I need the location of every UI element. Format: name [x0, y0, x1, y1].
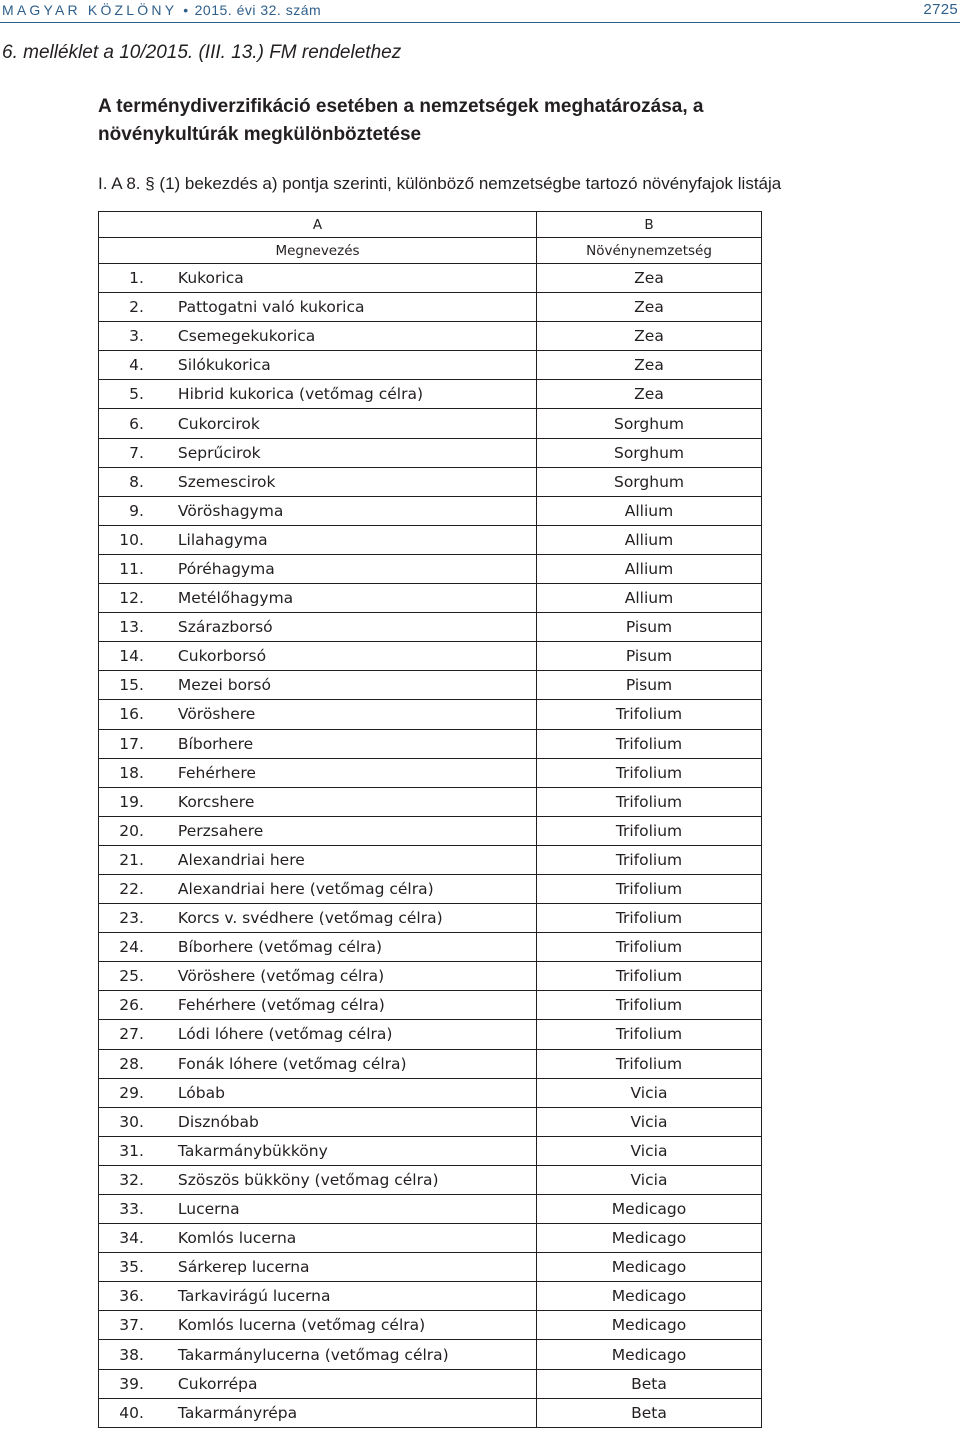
table-row — [99, 1398, 762, 1427]
crop-name: Takarmánybükköny — [177, 1141, 328, 1160]
crop-name-cell — [144, 700, 537, 729]
table-row — [99, 904, 762, 933]
row-number: 17. — [119, 734, 144, 753]
crop-name-cell — [144, 671, 537, 700]
table-row — [99, 293, 762, 322]
crop-name-cell — [144, 1195, 537, 1224]
crop-name: Csemegekukorica — [177, 327, 316, 346]
row-number-cell — [99, 613, 144, 642]
row-number: 38. — [119, 1345, 144, 1364]
issue-label: 2015. évi 32. szám — [194, 2, 322, 18]
row-number-cell — [99, 293, 144, 322]
table-row — [99, 1020, 762, 1049]
row-number-cell — [99, 409, 144, 438]
row-number-cell — [99, 525, 144, 554]
row-number-cell — [99, 351, 144, 380]
journal-name: MAGYAR KÖZLÖNY — [2, 2, 178, 18]
crop-name: Komlós lucerna (vetőmag célra) — [177, 1316, 426, 1335]
row-number: 19. — [119, 792, 144, 811]
genus-cell: Zea — [537, 322, 762, 351]
table-row — [99, 1165, 762, 1194]
row-number-cell — [99, 380, 144, 409]
row-number: 12. — [119, 589, 144, 608]
genus-cell: Trifolium — [537, 758, 762, 787]
row-number-cell — [99, 991, 144, 1020]
crop-name: Vöröshagyma — [177, 501, 284, 520]
crop-name-cell — [144, 1253, 537, 1282]
genus-cell: Medicago — [537, 1340, 762, 1369]
genus-cell: Zea — [537, 293, 762, 322]
table-row — [99, 758, 762, 787]
crop-name-cell — [144, 613, 537, 642]
table-row — [99, 933, 762, 962]
row-number: 20. — [119, 821, 144, 840]
row-number: 39. — [119, 1374, 144, 1393]
crop-name-cell — [144, 816, 537, 845]
crop-genus-table — [98, 211, 762, 1428]
genus-cell: Zea — [537, 351, 762, 380]
row-number: 2. — [129, 298, 144, 317]
row-number: 35. — [119, 1258, 144, 1277]
row-number: 15. — [119, 676, 144, 695]
table-row — [99, 874, 762, 903]
table-row — [99, 1369, 762, 1398]
row-number: 13. — [119, 618, 144, 637]
column-letter-b: B — [537, 212, 762, 238]
row-number: 22. — [119, 880, 144, 899]
crop-name-cell — [144, 904, 537, 933]
crop-name-cell — [144, 351, 537, 380]
crop-name-cell — [144, 758, 537, 787]
row-number: 36. — [119, 1287, 144, 1306]
crop-name: Metélőhagyma — [177, 589, 294, 608]
crop-name: Szárazborsó — [177, 618, 273, 637]
row-number: 26. — [119, 996, 144, 1015]
running-header — [0, 0, 960, 23]
table-row — [99, 264, 762, 293]
crop-name: Takarmányrépa — [177, 1403, 298, 1422]
genus-cell: Medicago — [537, 1253, 762, 1282]
crop-name: Kukorica — [177, 269, 244, 288]
crop-name-cell — [144, 584, 537, 613]
crop-name: Perzsahere — [177, 821, 264, 840]
crop-name: Lilahagyma — [177, 530, 268, 549]
table-row — [99, 729, 762, 758]
column-header-row — [99, 238, 762, 264]
table-row — [99, 1049, 762, 1078]
row-number-cell — [99, 671, 144, 700]
crop-name: Bíborhere — [177, 734, 254, 753]
table-row — [99, 1078, 762, 1107]
genus-cell: Medicago — [537, 1282, 762, 1311]
header-left — [2, 2, 321, 18]
genus-cell: Trifolium — [537, 874, 762, 903]
row-number-cell — [99, 816, 144, 845]
row-number-cell — [99, 874, 144, 903]
page-number: 2725 — [923, 1, 958, 18]
row-number: 30. — [119, 1112, 144, 1131]
genus-cell: Vicia — [537, 1136, 762, 1165]
row-number: 23. — [119, 909, 144, 928]
table-row — [99, 1195, 762, 1224]
genus-cell: Trifolium — [537, 962, 762, 991]
row-number: 3. — [129, 327, 144, 346]
row-number-cell — [99, 845, 144, 874]
row-number-cell — [99, 729, 144, 758]
crop-name-cell — [144, 787, 537, 816]
row-number-cell — [99, 1078, 144, 1107]
row-number: 37. — [119, 1316, 144, 1335]
crop-name: Fehérhere (vetőmag célra) — [177, 996, 385, 1015]
table-row — [99, 1136, 762, 1165]
crop-name-cell — [144, 1107, 537, 1136]
row-number: 14. — [119, 647, 144, 666]
row-number: 21. — [119, 850, 144, 869]
crop-name-cell — [144, 1078, 537, 1107]
crop-table-body — [99, 212, 762, 1428]
crop-name-cell — [144, 1398, 537, 1427]
crop-name: Alexandriai here (vetőmag célra) — [177, 880, 434, 899]
genus-cell: Sorghum — [537, 438, 762, 467]
genus-cell: Sorghum — [537, 409, 762, 438]
column-header-name: Megnevezés — [99, 238, 537, 264]
row-number: 9. — [129, 501, 144, 520]
row-number: 29. — [119, 1083, 144, 1102]
row-number-cell — [99, 438, 144, 467]
header-bullet: • — [183, 2, 189, 18]
crop-name: Cukorrépa — [177, 1374, 258, 1393]
row-number-cell — [99, 467, 144, 496]
crop-name-cell — [144, 1165, 537, 1194]
row-number-cell — [99, 1136, 144, 1165]
table-row — [99, 671, 762, 700]
crop-name: Seprűcirok — [177, 443, 261, 462]
row-number: 5. — [129, 385, 144, 404]
table-row — [99, 1340, 762, 1369]
genus-cell: Trifolium — [537, 933, 762, 962]
row-number-cell — [99, 1369, 144, 1398]
crop-name: Lódi lóhere (vetőmag célra) — [177, 1025, 393, 1044]
genus-cell: Trifolium — [537, 700, 762, 729]
crop-name-cell — [144, 264, 537, 293]
genus-cell: Medicago — [537, 1195, 762, 1224]
genus-cell: Trifolium — [537, 1049, 762, 1078]
genus-cell: Vicia — [537, 1165, 762, 1194]
crop-name-cell — [144, 554, 537, 583]
genus-cell: Trifolium — [537, 845, 762, 874]
crop-name-cell — [144, 1224, 537, 1253]
row-number-cell — [99, 787, 144, 816]
row-number: 40. — [119, 1403, 144, 1422]
table-row — [99, 409, 762, 438]
table-row — [99, 1282, 762, 1311]
genus-cell: Allium — [537, 554, 762, 583]
genus-cell: Pisum — [537, 671, 762, 700]
genus-cell: Vicia — [537, 1078, 762, 1107]
crop-name-cell — [144, 438, 537, 467]
section-heading: I. A 8. § (1) bekezdés a) pontja szerinti, különböző nemzetségbe tartozó növényfajok listája — [98, 174, 782, 193]
crop-name: Korcs v. svédhere (vetőmag célra) — [177, 909, 443, 928]
crop-name: Korcshere — [177, 792, 255, 811]
genus-cell: Beta — [537, 1369, 762, 1398]
crop-name-cell — [144, 1049, 537, 1078]
crop-name: Komlós lucerna — [177, 1229, 297, 1248]
crop-name-cell — [144, 496, 537, 525]
row-number-cell — [99, 700, 144, 729]
row-number: 11. — [119, 559, 144, 578]
column-letter-a: A — [99, 212, 537, 238]
crop-name: Sárkerep lucerna — [177, 1258, 310, 1277]
crop-name: Alexandriai here — [177, 850, 305, 869]
column-header-genus: Növénynemzetség — [537, 238, 762, 264]
table-row — [99, 554, 762, 583]
crop-name-cell — [144, 293, 537, 322]
crop-name-cell — [144, 874, 537, 903]
crop-name-cell — [144, 1282, 537, 1311]
row-number: 6. — [129, 414, 144, 433]
crop-name: Lóbab — [177, 1083, 225, 1102]
crop-name-cell — [144, 845, 537, 874]
row-number-cell — [99, 642, 144, 671]
row-number-cell — [99, 1311, 144, 1340]
row-number-cell — [99, 962, 144, 991]
row-number: 10. — [119, 530, 144, 549]
row-number-cell — [99, 1282, 144, 1311]
row-number: 34. — [119, 1229, 144, 1248]
genus-cell: Beta — [537, 1398, 762, 1427]
crop-name: Takarmánylucerna (vetőmag célra) — [177, 1345, 449, 1364]
row-number: 4. — [129, 356, 144, 375]
genus-cell: Sorghum — [537, 467, 762, 496]
table-row — [99, 438, 762, 467]
table-row — [99, 525, 762, 554]
table-row — [99, 351, 762, 380]
table-row — [99, 642, 762, 671]
genus-cell: Allium — [537, 525, 762, 554]
row-number: 18. — [119, 763, 144, 782]
genus-cell: Trifolium — [537, 1020, 762, 1049]
row-number: 27. — [119, 1025, 144, 1044]
crop-name: Fonák lóhere (vetőmag célra) — [177, 1054, 407, 1073]
row-number-cell — [99, 264, 144, 293]
crop-name: Mezei borsó — [177, 676, 271, 695]
genus-cell: Trifolium — [537, 816, 762, 845]
crop-name: Disznóbab — [177, 1112, 259, 1131]
crop-name-cell — [144, 1340, 537, 1369]
genus-cell: Zea — [537, 264, 762, 293]
crop-name-cell — [144, 1136, 537, 1165]
crop-name: Cukorborsó — [177, 647, 267, 666]
row-number-cell — [99, 1224, 144, 1253]
genus-cell: Trifolium — [537, 991, 762, 1020]
row-number-cell — [99, 496, 144, 525]
row-number-cell — [99, 1049, 144, 1078]
crop-name: Fehérhere — [177, 763, 256, 782]
table-row — [99, 380, 762, 409]
genus-cell: Allium — [537, 584, 762, 613]
crop-name-cell — [144, 642, 537, 671]
table-row — [99, 787, 762, 816]
column-letter-row — [99, 212, 762, 238]
crop-name: Tarkavirágú lucerna — [177, 1287, 331, 1306]
genus-cell: Pisum — [537, 613, 762, 642]
table-row — [99, 816, 762, 845]
row-number: 1. — [129, 269, 144, 288]
genus-cell: Medicago — [537, 1311, 762, 1340]
crop-name: Cukorcirok — [177, 414, 260, 433]
row-number: 33. — [119, 1200, 144, 1219]
genus-cell: Vicia — [537, 1107, 762, 1136]
row-number: 31. — [119, 1141, 144, 1160]
row-number-cell — [99, 1398, 144, 1427]
genus-cell: Zea — [537, 380, 762, 409]
table-row — [99, 467, 762, 496]
row-number-cell — [99, 1340, 144, 1369]
table-row — [99, 1311, 762, 1340]
row-number: 7. — [129, 443, 144, 462]
row-number-cell — [99, 904, 144, 933]
row-number: 8. — [129, 472, 144, 491]
table-row — [99, 584, 762, 613]
table-row — [99, 991, 762, 1020]
crop-name-cell — [144, 1369, 537, 1398]
genus-cell: Allium — [537, 496, 762, 525]
crop-name-cell — [144, 1311, 537, 1340]
table-row — [99, 845, 762, 874]
crop-name: Póréhagyma — [177, 559, 275, 578]
genus-cell: Trifolium — [537, 904, 762, 933]
genus-cell: Pisum — [537, 642, 762, 671]
table-row — [99, 322, 762, 351]
table-row — [99, 1253, 762, 1282]
row-number-cell — [99, 322, 144, 351]
crop-name-cell — [144, 409, 537, 438]
crop-name: Hibrid kukorica (vetőmag célra) — [177, 385, 423, 404]
crop-name: Szemescirok — [177, 472, 276, 491]
row-number-cell — [99, 758, 144, 787]
document-title: A terménydiverzifikáció esetében a nemzetségek meghatározása, a növénykultúrák megkülönböztetése — [98, 96, 704, 145]
table-row — [99, 613, 762, 642]
crop-name: Bíborhere (vetőmag célra) — [177, 938, 383, 957]
genus-cell: Trifolium — [537, 729, 762, 758]
annex-title: 6. melléklet a 10/2015. (III. 13.) FM rendelethez — [2, 42, 402, 63]
table-row — [99, 700, 762, 729]
crop-name-cell — [144, 467, 537, 496]
row-number-cell — [99, 933, 144, 962]
crop-name-cell — [144, 729, 537, 758]
table-row — [99, 1107, 762, 1136]
crop-name: Vöröshere — [177, 705, 256, 724]
crop-name: Silókukorica — [177, 356, 271, 375]
row-number-cell — [99, 1020, 144, 1049]
row-number: 25. — [119, 967, 144, 986]
crop-name-cell — [144, 1020, 537, 1049]
crop-name-cell — [144, 933, 537, 962]
crop-name: Szöszös bükköny (vetőmag célra) — [177, 1170, 439, 1189]
row-number-cell — [99, 1195, 144, 1224]
crop-name-cell — [144, 322, 537, 351]
genus-cell: Medicago — [537, 1224, 762, 1253]
row-number: 16. — [119, 705, 144, 724]
row-number: 24. — [119, 938, 144, 957]
row-number-cell — [99, 584, 144, 613]
row-number-cell — [99, 554, 144, 583]
genus-cell: Trifolium — [537, 787, 762, 816]
crop-name: Pattogatni való kukorica — [177, 298, 365, 317]
table-row — [99, 962, 762, 991]
row-number-cell — [99, 1253, 144, 1282]
table-row — [99, 1224, 762, 1253]
row-number: 32. — [119, 1170, 144, 1189]
crop-name-cell — [144, 962, 537, 991]
crop-name-cell — [144, 525, 537, 554]
crop-name-cell — [144, 380, 537, 409]
crop-name: Vöröshere (vetőmag célra) — [177, 967, 385, 986]
row-number-cell — [99, 1107, 144, 1136]
row-number: 28. — [119, 1054, 144, 1073]
crop-name: Lucerna — [177, 1200, 240, 1219]
crop-name-cell — [144, 991, 537, 1020]
row-number-cell — [99, 1165, 144, 1194]
table-row — [99, 496, 762, 525]
